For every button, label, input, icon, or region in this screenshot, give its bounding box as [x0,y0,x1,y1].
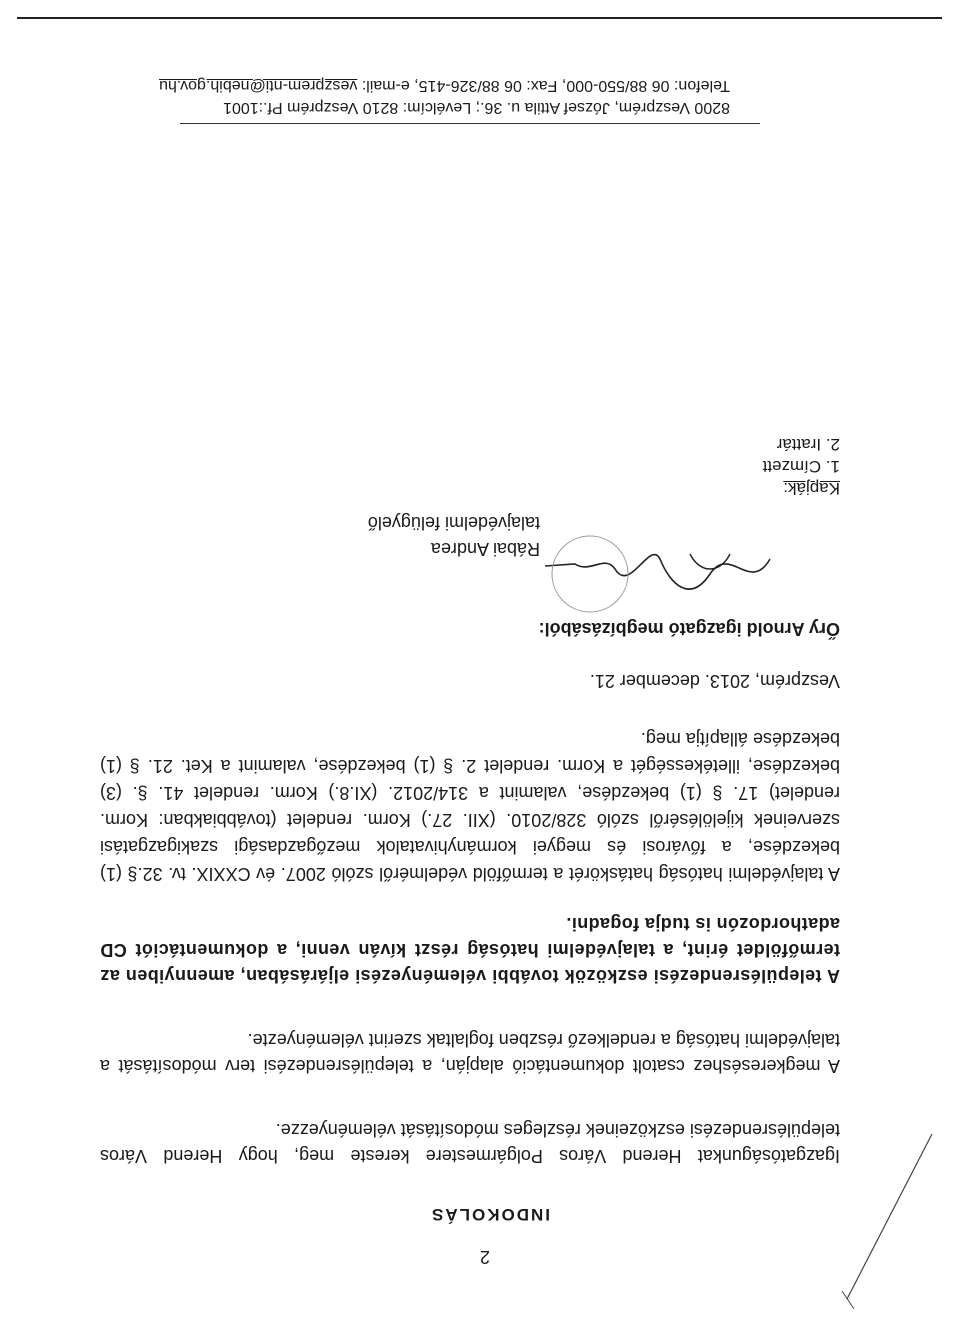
copies-block [763,433,840,499]
footer-divider [180,123,760,124]
document-date: Veszprém, 2013. december 21. [589,671,840,691]
page-number: 2 [479,1247,490,1267]
paragraph-request: Igazgatóságunkat Herend Város Polgármestere kereste meg, hogy Herend Város településrendezési eszközeinek részleges módosítását véleményezze. [100,1120,840,1166]
scan-edge-line [17,17,942,19]
footer-email-link[interactable]: veszprem-nti@nebih.gov.hu [159,77,358,94]
footer-contact [159,76,730,94]
paragraph-further-procedure: A településrendezési eszközök további véleményezési eljárásában, amennyiben az termőföldet érint, a talajvédelmi hatóság részt kíván venni, a dokumentációt CD adathordozón is tudja fogadni. [100,914,840,986]
signer-role: talajvédelmi felügyelő [367,513,540,533]
margin-pen-mark [822,1119,942,1319]
copy-archive: 2. Irattár [776,435,840,454]
paragraph-legal-basis: A talajvédelmi hatóság hatáskörét a termőföld védelméről szóló 2007. év CXXIX. tv. 32.§ (1) bekezdése, a fővárosi és megyei kormányhivatalok mezőgazdasági szakigazgatási szerveinek kijelöléséről szóló 328/2010. (XII. 27.) Korm. rendelet (továbbiakban: Korm. rendelet) 17. § (1) bekezdése, valamint a 314/2012. (XI.8.) Korm. rendelet 41. §. (3) bekezdése, illetékességét a Korm. rendelet 2. § (1) bekezdése, valamint a Ket. 21. § (1) bekezdése állapítja meg. [100,729,840,884]
footer-address: 8200 Veszprém, József Attila u. 36.; Levélcím: 8210 Veszprém Pf.:1001 [223,99,730,116]
copy-recipient: 1. Címzett [762,457,840,476]
footer-phone-fax: Telefon: 06 88/550-000, Fax: 06 88/326-415, e-mail: [357,77,730,94]
authorization-line: Őry Arnold igazgató megbízásából: [538,619,840,639]
copies-label: Kapják: [783,479,840,498]
handwritten-signature [530,524,790,614]
page-heading: INDOKOLÁS [430,1205,550,1224]
signer-name: Rábai Andrea [430,539,540,559]
paragraph-opinion: A megkereséshez csatolt dokumentáció alapján, a településrendezési terv módosítását a talajvédelmi hatóság a rendelkező részben foglaltak szerint véleményezte. [100,1030,840,1076]
